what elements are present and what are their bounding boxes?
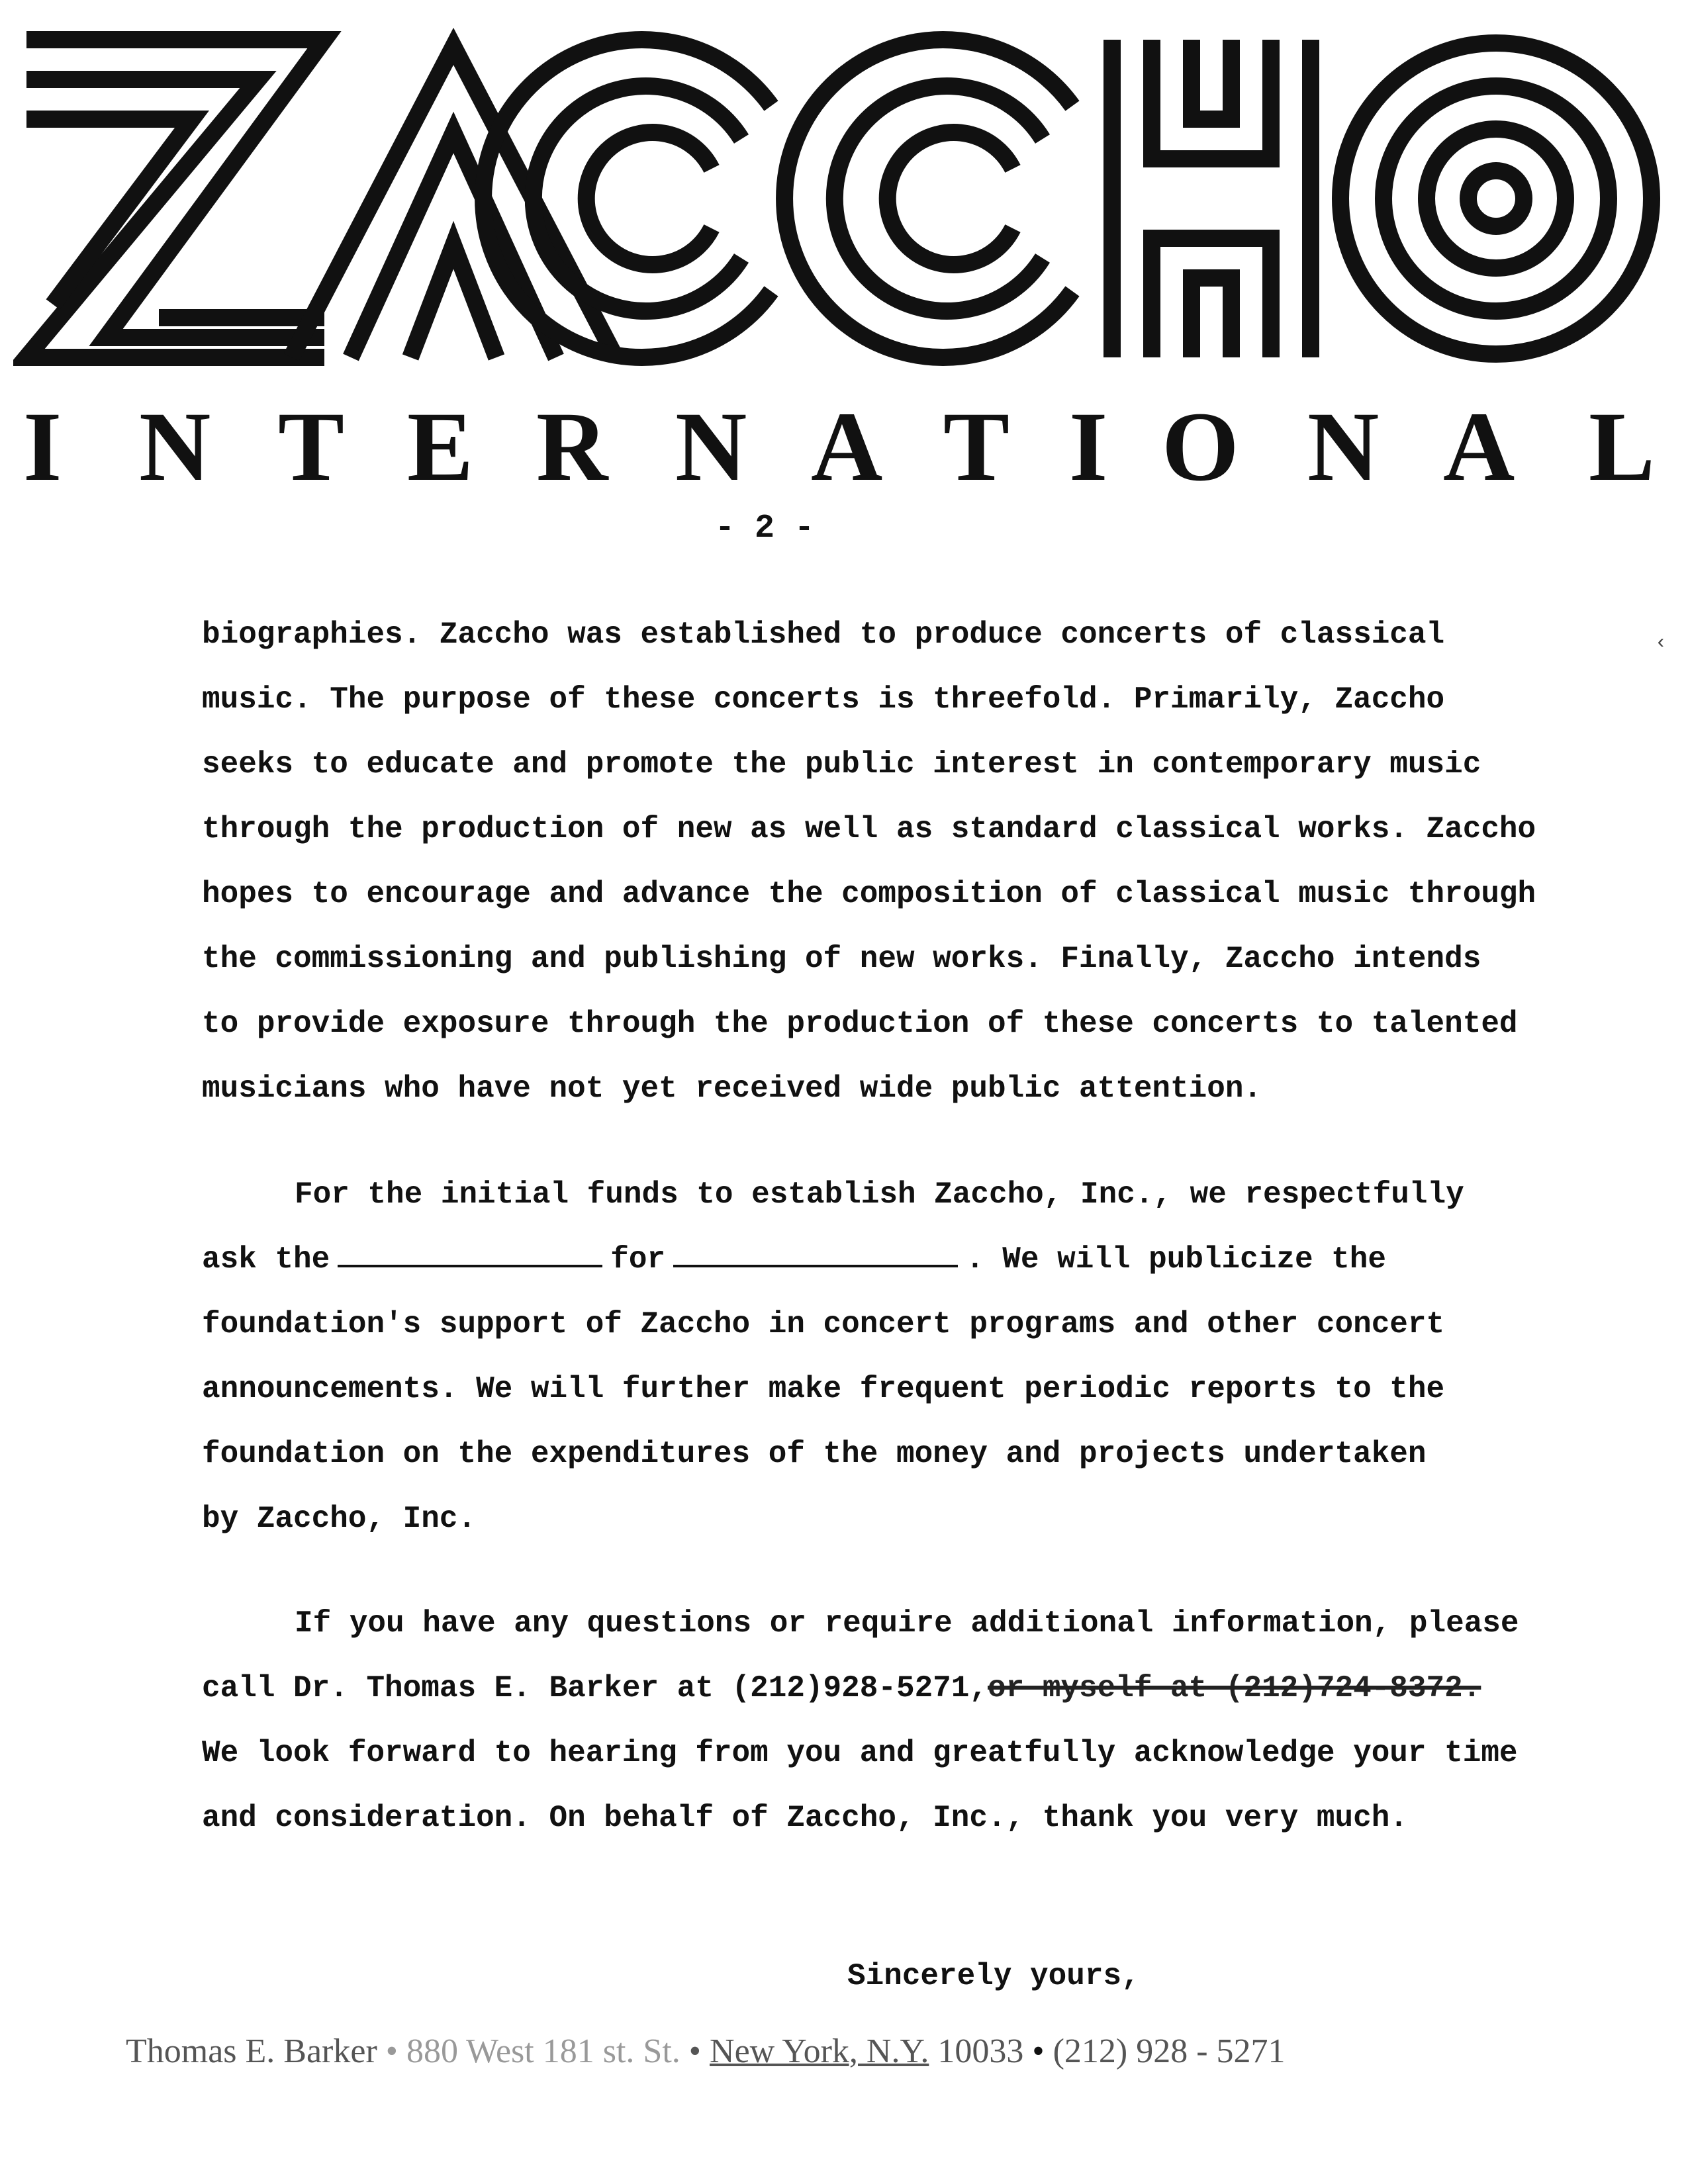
page-number: - 2 -: [714, 510, 815, 547]
paragraph-2: [202, 1162, 1668, 1551]
subtitle-letter: A: [1443, 392, 1515, 502]
text-line: announcements. We will further make frequent periodic reports to the: [202, 1372, 1445, 1406]
blank-field-amount[interactable]: [673, 1240, 958, 1267]
text-line: biographies. Zaccho was established to produce concerts of classical: [202, 617, 1445, 652]
text-line: hopes to encourage and advance the composition of classical music through: [202, 877, 1536, 911]
logo-letter-h: [1112, 40, 1311, 357]
subtitle-letter: I: [1069, 392, 1108, 502]
text-line-with-strikeout: [202, 1656, 1668, 1721]
text-line: If you have any questions or require additional information, please: [295, 1606, 1519, 1641]
text-line: seeks to educate and promote the public interest in contemporary music: [202, 747, 1481, 782]
text-line: to provide exposure through the production of these concerts to talented: [202, 1007, 1518, 1041]
paragraph-1: [202, 602, 1668, 1121]
subtitle-letter: N: [1307, 392, 1380, 502]
paragraph-3: [202, 1591, 1668, 1850]
text-line: by Zaccho, Inc.: [202, 1502, 477, 1536]
footer-address: 880 West 181 st. St.: [406, 2032, 680, 2070]
text-line: the commissioning and publishing of new works. Finally, Zaccho intends: [202, 942, 1481, 976]
text-line: foundation on the expenditures of the money and projects undertaken: [202, 1437, 1427, 1471]
text-line: We look forward to hearing from you and greatfully acknowledge your time: [202, 1736, 1518, 1770]
text-line: through the production of new as well as standard classical works. Zaccho: [202, 812, 1536, 846]
text-line: musicians who have not yet received wide public attention.: [202, 1071, 1262, 1106]
footer-city: New York, N.Y.: [710, 2032, 929, 2070]
blank-field-foundation[interactable]: [338, 1240, 602, 1267]
text-line: and consideration. On behalf of Zaccho, Inc., thank you very much.: [202, 1801, 1408, 1835]
logo-letter-c2: [784, 40, 1072, 357]
text-line-with-blanks: [202, 1227, 1668, 1292]
text-line: For the initial funds to establish Zaccho, Inc., we respectfully: [295, 1177, 1464, 1212]
subtitle-letter: T: [943, 392, 1010, 502]
subtitle-letter: R: [536, 392, 608, 502]
subtitle-letter: N: [675, 392, 747, 502]
text-fragment: for: [610, 1242, 666, 1277]
letterhead-subtitle: [0, 390, 1688, 503]
text-fragment: . We will publicize the: [966, 1242, 1386, 1277]
logo-letter-z: [26, 40, 324, 357]
margin-mark: ‹: [1655, 632, 1667, 655]
closing: Sincerely yours,: [847, 1959, 1140, 1993]
footer-phone: (212) 928 - 5271: [1053, 2032, 1286, 2070]
logo-letter-o: [1340, 43, 1652, 354]
footer-separator: •: [385, 2032, 398, 2070]
text-fragment: call Dr. Thomas E. Barker at (212)928-5271,: [202, 1671, 988, 1706]
subtitle-letter: A: [811, 392, 883, 502]
subtitle-letter: N: [139, 392, 211, 502]
letterhead-footer: [126, 2032, 1549, 2071]
footer-separator: •: [688, 2032, 702, 2070]
text-line: music. The purpose of these concerts is threefold. Primarily, Zaccho: [202, 682, 1445, 717]
text-fragment: ask the: [202, 1242, 330, 1277]
subtitle-letter: O: [1162, 392, 1239, 502]
logo-letter-c1: [483, 40, 771, 357]
struck-text: or myself at (212)724-8372.: [988, 1671, 1481, 1706]
subtitle-letter: E: [407, 392, 474, 502]
text-line: foundation's support of Zaccho in concert programs and other concert: [202, 1307, 1445, 1342]
footer-zip: 10033: [937, 2032, 1024, 2070]
footer-separator: •: [1032, 2032, 1045, 2070]
zaccho-logo: [13, 26, 1675, 371]
subtitle-letter: L: [1589, 392, 1656, 502]
subtitle-letter: T: [278, 392, 345, 502]
footer-name: Thomas E. Barker: [126, 2032, 377, 2070]
subtitle-letter: I: [23, 392, 62, 502]
logo-letter-a: [291, 46, 616, 357]
